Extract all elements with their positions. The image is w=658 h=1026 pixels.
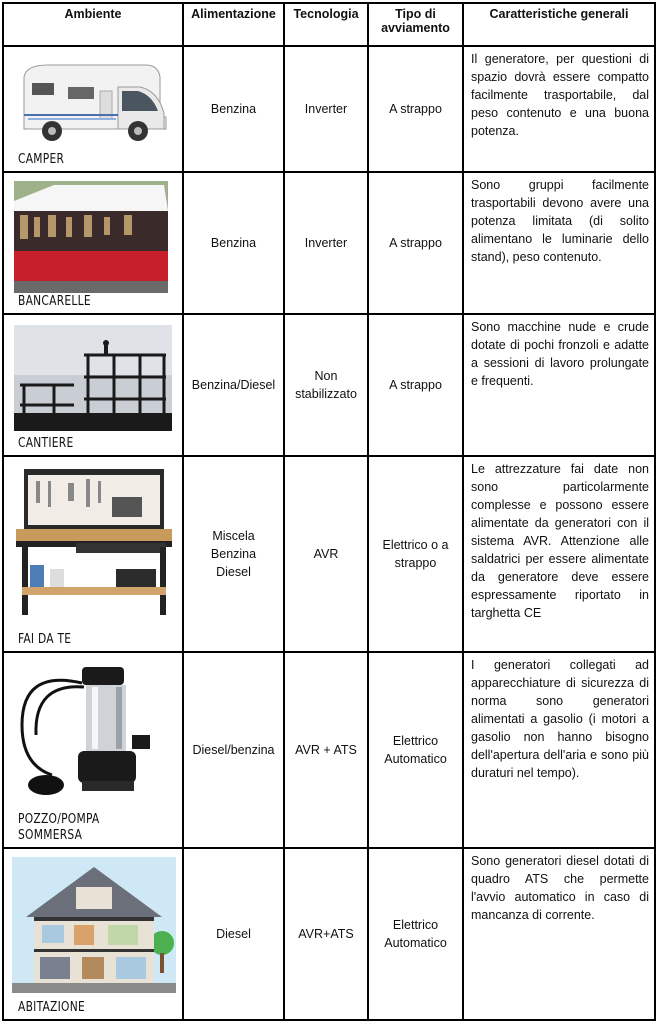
avviamento-cell: Elettrico Automatico — [368, 652, 463, 848]
header-tecnologia: Tecnologia — [284, 3, 368, 46]
alimentazione-cell: Miscela Benzina Diesel — [183, 456, 284, 652]
header-avviamento: Tipo di avviamento — [368, 3, 463, 46]
table-row — [3, 314, 655, 456]
ambiente-label: CAMPER — [18, 151, 65, 167]
ambiente-cell — [3, 652, 183, 848]
avviamento-cell: A strappo — [368, 172, 463, 314]
ambiente-cell — [3, 314, 183, 456]
table-row — [3, 172, 655, 314]
header-ambiente: Ambiente — [3, 3, 183, 46]
alimentazione-cell: Diesel/benzina — [183, 652, 284, 848]
alimentazione-cell: Benzina/Diesel — [183, 314, 284, 456]
tecnologia-cell: Inverter — [284, 46, 368, 172]
ambiente-label: ABITAZIONE — [18, 999, 85, 1015]
avviamento-cell: Elettrico Automatico — [368, 848, 463, 1020]
table-row — [3, 456, 655, 652]
submersible-pump-image — [12, 665, 172, 815]
avviamento-cell: A strappo — [368, 314, 463, 456]
ambiente-label: FAI DA TE — [18, 631, 72, 647]
alimentazione-cell: Diesel — [183, 848, 284, 1020]
ambiente-cell — [3, 172, 183, 314]
tecnologia-cell: Non stabilizzato — [284, 314, 368, 456]
market-stall-image — [14, 181, 168, 293]
caratteristiche-cell: Sono macchine nude e crude dotate di pochi fronzoli e adatte a sessioni di lavoro prolungate e frequenti. — [463, 314, 655, 456]
construction-site-image — [14, 325, 172, 431]
tecnologia-cell: AVR+ATS — [284, 848, 368, 1020]
workbench-image — [16, 469, 172, 615]
ambiente-label: POZZO/POMPA SOMMERSA — [18, 811, 100, 843]
tecnologia-cell: Inverter — [284, 172, 368, 314]
ambiente-cell — [3, 46, 183, 172]
header-alimentazione: Alimentazione — [183, 3, 284, 46]
header-caratteristiche: Caratteristiche generali — [463, 3, 655, 46]
caratteristiche-cell: Il generatore, per questioni di spazio dovrà essere compatto facilmente trasportabile, dal peso contenuto e una buona potenza. — [463, 46, 655, 172]
table-row — [3, 848, 655, 1020]
tecnologia-cell: AVR + ATS — [284, 652, 368, 848]
caratteristiche-cell: Le attrezzature fai date non sono particolarmente complesse e possono essere alimentate da generatori con il sistema AVR. Attenzione alle saldatrici per essere alimentate da generatore deve essere espressamente riportato in targhetta CE — [463, 456, 655, 652]
ambiente-cell — [3, 848, 183, 1020]
ambiente-cell — [3, 456, 183, 652]
alimentazione-cell: Benzina — [183, 46, 284, 172]
table-row — [3, 46, 655, 172]
camper-image — [18, 57, 168, 147]
avviamento-cell: Elettrico o a strappo — [368, 456, 463, 652]
ambiente-label: CANTIERE — [18, 435, 74, 451]
house-image — [12, 857, 176, 993]
caratteristiche-cell: Sono generatori diesel dotati di quadro ATS che permette l'avvio automatico in caso di mancanza di corrente. — [463, 848, 655, 1020]
caratteristiche-cell: Sono gruppi facilmente trasportabili devono avere una potenza limitata (di solito alimentano le luminarie dello stand), peso contenuto. — [463, 172, 655, 314]
tecnologia-cell: AVR — [284, 456, 368, 652]
header-row — [3, 3, 655, 46]
avviamento-cell: A strappo — [368, 46, 463, 172]
generator-table — [2, 2, 656, 1021]
table-row — [3, 652, 655, 848]
alimentazione-cell: Benzina — [183, 172, 284, 314]
caratteristiche-cell: I generatori collegati ad apparecchiature di sicurezza di norma sono generatori alimentati a gasolio (i motori a gasolio non hanno bisogno dell'apertura dell'aria e sono più duraturi nel tempo). — [463, 652, 655, 848]
ambiente-label: BANCARELLE — [18, 293, 91, 309]
